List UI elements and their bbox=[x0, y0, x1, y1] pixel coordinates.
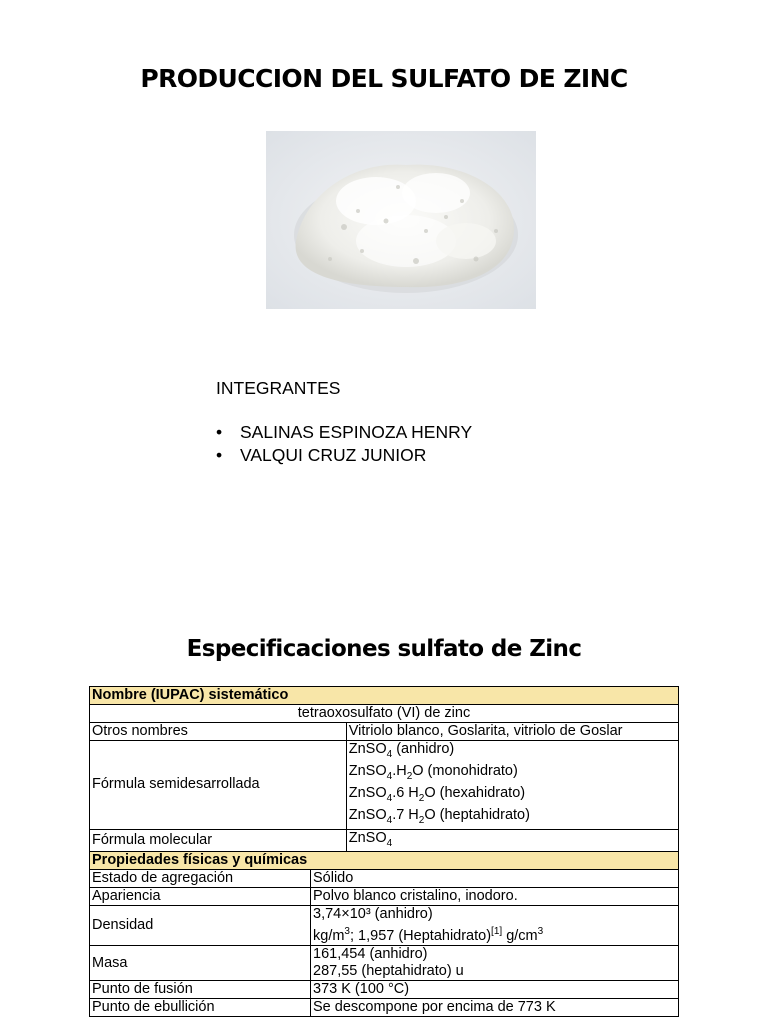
page-title: PRODUCCION DEL SULFATO DE ZINC bbox=[140, 64, 628, 93]
densidad-label: Densidad bbox=[90, 906, 311, 946]
formula-line: ZnSO$_4$.6 $H_2O$ (hexahidrato) bbox=[348, 784, 526, 804]
apariencia-label: Apariencia bbox=[90, 888, 311, 906]
table-section-header bbox=[90, 852, 679, 870]
table-row bbox=[90, 946, 679, 981]
punto-ebullicion-value: Se descompone por encima de 773 K bbox=[311, 999, 679, 1017]
table-section-header bbox=[90, 687, 679, 705]
table-row bbox=[90, 741, 679, 830]
formula-semidesarrollada-value bbox=[346, 741, 678, 830]
integrantes-heading: INTEGRANTES bbox=[216, 378, 341, 398]
table-row bbox=[90, 705, 679, 723]
apariencia-value: Polvo blanco cristalino, inodoro. bbox=[311, 888, 679, 906]
table-row bbox=[90, 981, 679, 999]
list-item bbox=[216, 444, 472, 467]
zinc-sulfate-powder-image bbox=[266, 131, 536, 309]
punto-fusion-label: Punto de fusión bbox=[90, 981, 311, 999]
densidad-value: 3,74×10³ (anhidro) $kg/m^3$; 1,957 (Heptahidrato)[1] $g/cm^3$ bbox=[311, 906, 679, 946]
punto-fusion-value: 373 K (100 °C) bbox=[311, 981, 679, 999]
formula-molecular-label: Fórmula molecular bbox=[90, 829, 347, 852]
estado-value: Sólido bbox=[311, 870, 679, 888]
members-list bbox=[216, 421, 472, 467]
specifications-table bbox=[89, 686, 679, 1017]
section-propiedades: Propiedades físicas y químicas bbox=[90, 852, 679, 870]
member-name: SALINAS ESPINOZA HENRY bbox=[240, 422, 473, 442]
table-row bbox=[90, 999, 679, 1017]
specifications-title: Especificaciones sulfato de Zinc bbox=[186, 636, 582, 662]
bullet-icon: • bbox=[216, 422, 223, 442]
list-item bbox=[216, 421, 472, 444]
iupac-value: tetraoxosulfato (VI) de zinc bbox=[90, 705, 679, 723]
table-row bbox=[90, 723, 679, 741]
masa-label: Masa bbox=[90, 946, 311, 981]
table-row bbox=[90, 888, 679, 906]
member-name: VALQUI CRUZ JUNIOR bbox=[240, 445, 427, 465]
team-members-block bbox=[216, 378, 472, 467]
table-row bbox=[90, 829, 679, 852]
table-row bbox=[90, 906, 679, 946]
formula-semidesarrollada-label: Fórmula semidesarrollada bbox=[90, 741, 347, 830]
masa-value: 161,454 (anhidro) 287,55 (heptahidrato) u bbox=[311, 946, 679, 981]
formula-molecular-value: ZnSO$_4$ bbox=[346, 829, 678, 852]
punto-ebullicion-label: Punto de ebullición bbox=[90, 999, 311, 1017]
formula-line: ZnSO$_4$ (anhidro) bbox=[348, 741, 455, 760]
formula-line: ZnSO$_4$.7 $H_2O$ (heptahidrato) bbox=[348, 806, 530, 826]
table-row bbox=[90, 870, 679, 888]
section-iupac: Nombre (IUPAC) sistemático bbox=[90, 687, 679, 705]
bullet-icon: • bbox=[216, 445, 223, 465]
zinc-sulfate-photo bbox=[266, 131, 536, 309]
otros-nombres-label: Otros nombres bbox=[90, 723, 347, 741]
formula-line: $ZnSO_4.H_2O$ (monohidrato) bbox=[348, 762, 518, 782]
estado-label: Estado de agregación bbox=[90, 870, 311, 888]
otros-nombres-value: Vitriolo blanco, Goslarita, vitriolo de Goslar bbox=[346, 723, 678, 741]
